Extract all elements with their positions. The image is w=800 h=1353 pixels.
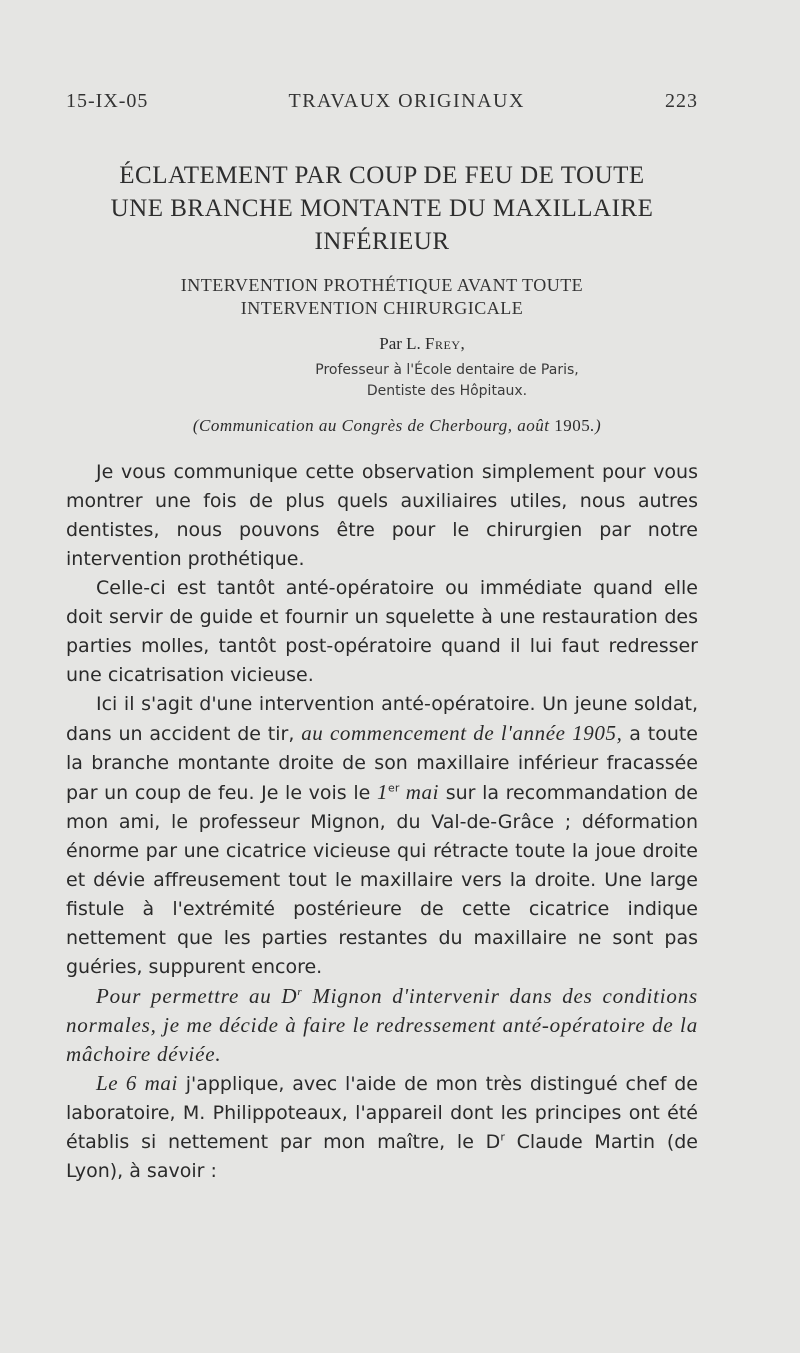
p3-text-c: sur la recommandation de mon ami, le professeur Mignon, du Val-de-Grâce ; déformation énorme par une cicatrice vicieuse qui rétracte toute la joue droite et dévie affreusement tout le maxillaire vers la droite. Une large fistule à l'extrémité postérieure de cette cicatrice indique nettement que les parties restantes du maxillaire ne sont pas guéries, suppurent encore. [66,782,698,978]
affiliation-line-1: Professeur à l'École dentaire de Paris, [315,362,579,378]
header-date: 15-IX-05 [66,90,149,112]
p4-superscript: r [297,986,303,998]
communication-year: 1905 [554,416,591,435]
header-section: TRAVAUX ORIGINAUX [288,90,525,112]
page-number: 223 [665,90,698,112]
p3-text-b: a toute la branche montante droite de son maxillaire inférieur fracassée par un coup de feu. Je le vois le [66,723,698,804]
p4-text-a: Pour permettre au D [96,984,298,1008]
author-suffix: , [460,334,465,353]
p5-text-b: Claude Martin (de Lyon), à savoir : [66,1131,698,1182]
title-line-3: INFÉRIEUR [314,228,450,255]
author-prefix: Par L. [379,334,426,353]
paragraph-3 [66,690,698,982]
communication-note [66,416,698,436]
article-subtitle [66,274,698,320]
p3-italic-month: mai [399,780,440,804]
p4-text-b: Mignon d'intervenir dans des conditions normales, je me décide à faire le redressement anté-opératoire de la mâchoire déviée. [66,984,698,1066]
affiliation-line-2: Dentiste des Hôpitaux. [366,383,528,399]
subtitle-line-1: INTERVENTION PROTHÉTIQUE AVANT TOUTE [180,275,584,295]
author-line [66,334,698,354]
article-body [66,458,698,1186]
paragraph-2: Celle-ci est tantôt anté-opératoire ou immédiate quand elle doit servir de guide et fournir un squelette à une restauration des parties molles, tantôt post-opératoire quand il lui faut redresser une cicatrisation vicieuse. [66,577,698,686]
p5-italic-date: Le 6 mai [96,1071,178,1095]
running-head [66,90,698,113]
author-name: Frey [425,334,461,353]
communication-text: (Communication au Congrès de Cherbourg, août [192,416,555,435]
paragraph-4 [66,982,698,1069]
title-line-1: ÉCLATEMENT PAR COUP DE FEU DE TOUTE [119,162,645,189]
communication-close: .) [590,416,602,435]
p3-superscript: er [388,781,400,795]
p3-text-a: Ici il s'agit d'une intervention anté-opératoire. Un jeune soldat, dans un accident de tir, [66,693,698,745]
p5-text-a: j'applique, avec l'aide de mon très distingué chef de laboratoire, M. Philippoteaux, l'appareil dont les principes ont été établis si nettement par mon maître, le D [66,1073,698,1153]
p5-superscript: r [500,1130,505,1144]
p3-italic-date: au commencement de l'année 1905, [301,721,623,745]
page [66,90,698,1186]
p3-italic-ordinal: 1 [376,780,389,804]
paragraph-1: Je vous communique cette observation simplement pour vous montrer une fois de plus quels auxiliaires utiles, nous autres dentistes, nous pouvons être pour le chirurgien par notre intervention prothétique. [66,461,698,570]
article-title [66,159,698,258]
title-line-2: UNE BRANCHE MONTANTE DU MAXILLAIRE [110,195,654,222]
author-affiliation [66,360,698,402]
subtitle-line-2: INTERVENTION CHIRURGICALE [240,298,524,318]
paragraph-5 [66,1069,698,1186]
